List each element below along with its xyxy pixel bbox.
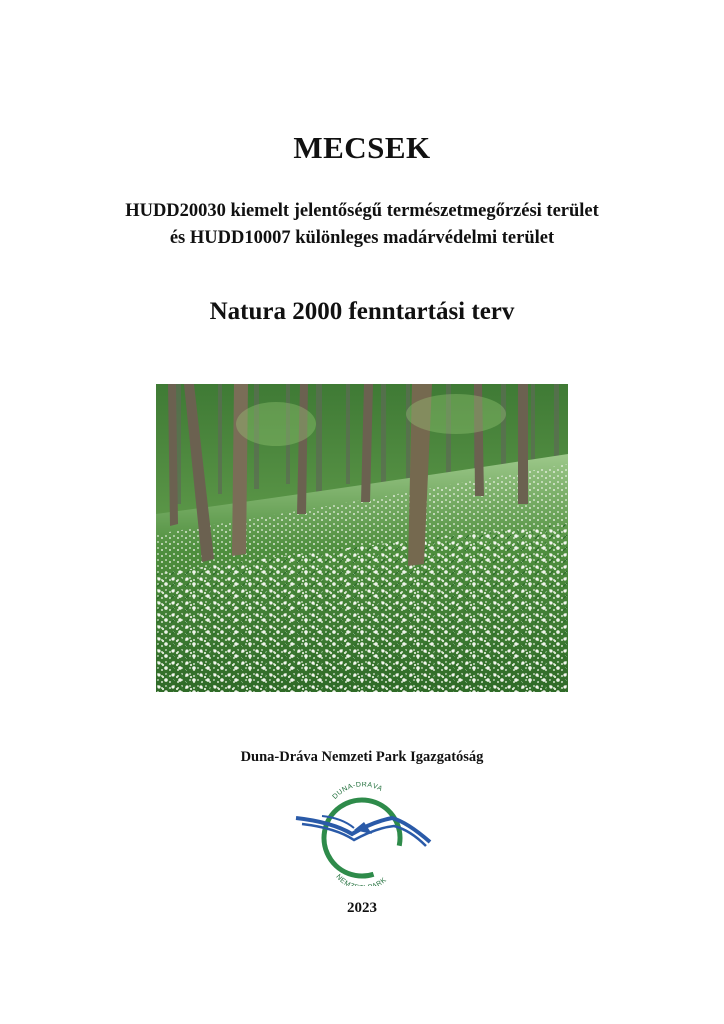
subtitle-line-1: HUDD20030 kiemelt jelentőségű természetmegőrzési terület	[125, 201, 599, 221]
logo-text-top: DUNA-DRÁVA	[331, 782, 384, 801]
park-logo-icon	[292, 782, 432, 886]
document-subtitle	[0, 198, 724, 252]
plan-title: Natura 2000 fenntartási terv	[209, 298, 515, 325]
logo-text-bottom: NEM RK	[334, 873, 389, 886]
subtitle-line-2: és HUDD10007 különleges madárvédelmi terület	[169, 228, 555, 248]
publication-year: 2023	[347, 900, 377, 916]
document-title: MECSEK	[293, 130, 431, 165]
forest-illustration-icon	[156, 384, 568, 692]
forest-photo	[156, 384, 568, 692]
organization-name: Duna-Dráva Nemzeti Park Igazgatóság	[240, 749, 484, 765]
